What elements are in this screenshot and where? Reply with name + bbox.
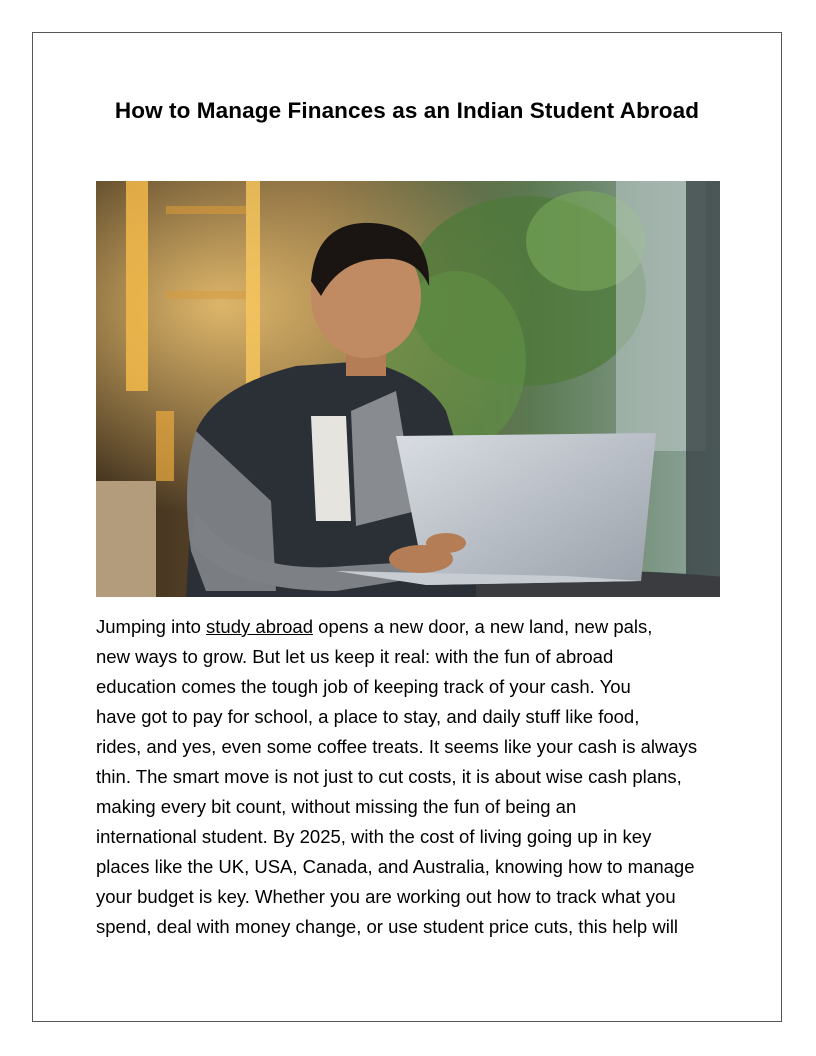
body-paragraph: [96, 612, 722, 942]
paragraph-line: thin. The smart move is not just to cut costs, it is about wise cash plans,: [96, 766, 682, 787]
paragraph-line: have got to pay for school, a place to stay, and daily stuff like food,: [96, 706, 640, 727]
photo-student-laptop-icon: [96, 181, 720, 597]
line-text: opens a new door, a new land, new pals,: [313, 616, 653, 637]
paragraph-line: spend, deal with money change, or use student price cuts, this help will: [96, 916, 679, 937]
line-text: Jumping into: [96, 616, 207, 637]
paragraph-line: places like the UK, USA, Canada, and Australia, knowing how to manage: [96, 856, 695, 877]
paragraph-line: international student. By 2025, with the cost of living going up in key: [96, 826, 652, 847]
page-title: How to Manage Finances as an Indian Student Abroad: [114, 98, 700, 123]
paragraph-line: new ways to grow. But let us keep it real: with the fun of abroad: [96, 646, 614, 667]
paragraph-line: making every bit count, without missing the fun of being an: [96, 796, 577, 817]
study-abroad-link[interactable]: study abroad: [206, 616, 314, 637]
paragraph-line: your budget is key. Whether you are working out how to track what you: [96, 886, 676, 907]
paragraph-line: rides, and yes, even some coffee treats. It seems like your cash is always: [96, 736, 698, 757]
hero-photo: [96, 181, 720, 597]
paragraph-line: education comes the tough job of keeping track of your cash. You: [96, 676, 631, 697]
paragraph-line: [96, 612, 722, 642]
